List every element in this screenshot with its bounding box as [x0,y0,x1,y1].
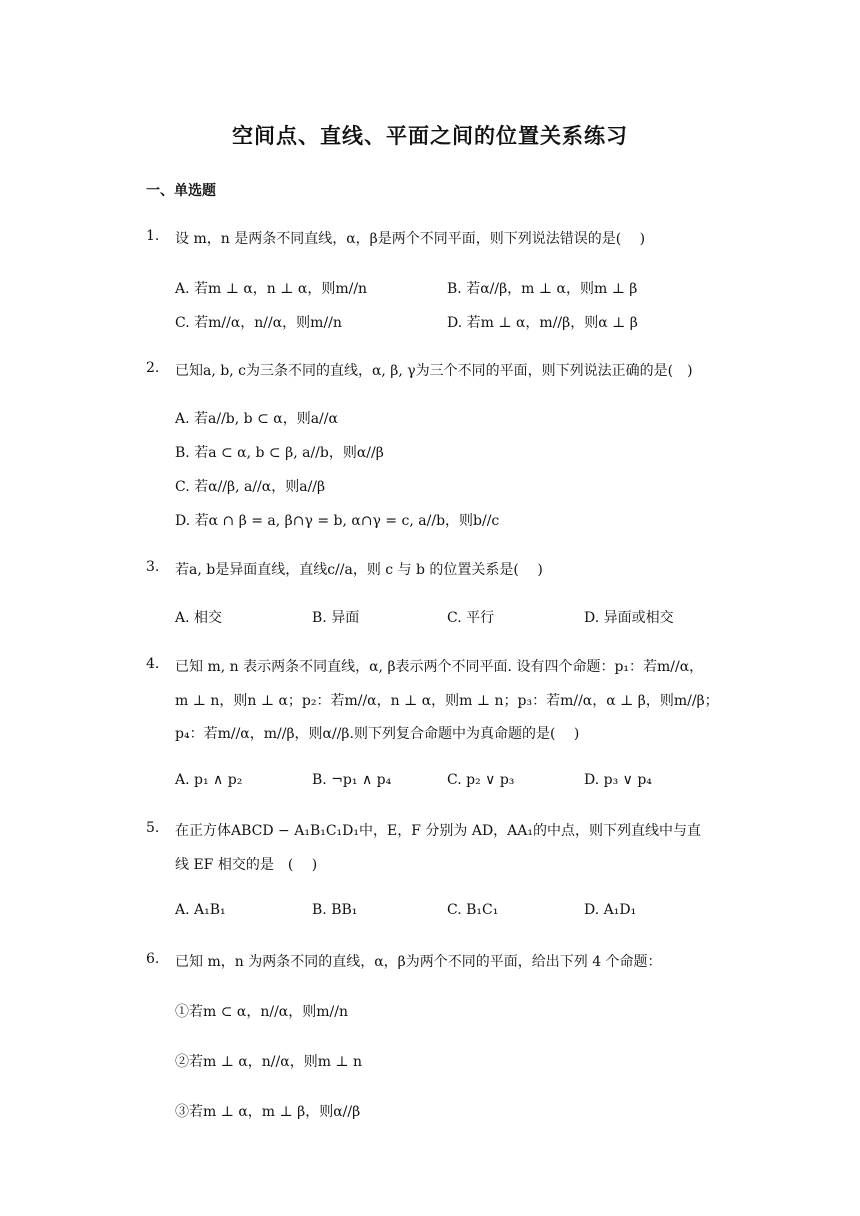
option-c: C. 平行 [447,610,495,626]
option-d: D. 异面或相交 [584,610,674,626]
question-text: 已知a, b, c为三条不同的直线，α, β, γ为三个不同的平面，则下列说法正确的是( ) [175,363,693,379]
option-c: C. 若α//β, a//α，则a//β [175,479,326,495]
proposition-item: ①若m ⊂ α，n//α，则m//n [175,1004,348,1020]
option-d: D. 若α ∩ β = a, β∩γ = b, α∩γ = c, a//b，则b//c [175,513,500,529]
option-d: D. A₁D₁ [584,902,637,918]
question-number: 2. [146,360,160,376]
question-number: 4. [146,656,160,672]
option-a: A. 若a//b, b ⊂ α，则a//α [175,411,338,427]
proposition-item: ③若m ⊥ α，m ⊥ β，则α//β [175,1104,361,1120]
question-text: 若a, b是异面直线，直线c//a，则 c 与 b 的位置关系是( ) [175,562,543,578]
option-b: B. 若a ⊂ α, b ⊂ β, a//b，则α//β [175,445,384,461]
option-b: B. BB₁ [312,902,358,918]
option-b: B. ¬p₁ ∧ p₄ [312,772,392,788]
option-d: D. p₃ ∨ p₄ [584,772,652,788]
question-number: 6. [146,951,160,967]
question-text: 已知 m, n 表示两条不同直线，α, β表示两个不同平面. 设有四个命题：p₁：若m//α， [175,659,704,675]
option-c: C. p₂ ∨ p₃ [447,772,515,788]
page-title: 空间点、直线、平面之间的位置关系练习 [232,124,628,148]
option-c: C. B₁C₁ [447,902,499,918]
question-text: 线 EF 相交的是 ( ) [175,857,318,873]
option-b: B. 异面 [312,610,360,626]
section-heading: 一、单选题 [146,183,216,199]
option-a: A. A₁B₁ [175,902,226,918]
option-a: A. 若m ⊥ α，n ⊥ α，则m//n [175,281,368,297]
question-number: 1. [146,228,160,244]
option-b: B. 若α//β，m ⊥ α，则m ⊥ β [447,281,638,297]
question-text: p₄：若m//α，m//β，则α//β.则下列复合命题中为真命题的是( ) [175,726,580,742]
question-text: 在正方体ABCD − A₁B₁C₁D₁中，E，F 分别为 AD，AA₁的中点，则下列直线中与直 [175,823,702,839]
option-c: C. 若m//α，n//α，则m//n [175,315,342,331]
option-d: D. 若m ⊥ α，m//β，则α ⊥ β [447,315,638,331]
question-number: 5. [146,820,160,836]
question-text: m ⊥ n，则n ⊥ α；p₂：若m//α，n ⊥ α，则m ⊥ n；p₃：若m//α，α ⊥ β，则m//β； [175,693,719,709]
question-number: 3. [146,559,160,575]
option-a: A. p₁ ∧ p₂ [175,772,243,788]
proposition-item: ②若m ⊥ α，n//α，则m ⊥ n [175,1054,363,1070]
option-a: A. 相交 [175,610,223,626]
question-text: 已知 m，n 为两条不同的直线，α，β为两个不同的平面，给出下列 4 个命题： [175,954,662,970]
question-text: 设 m，n 是两条不同直线，α，β是两个不同平面，则下列说法错误的是( ) [175,231,646,247]
